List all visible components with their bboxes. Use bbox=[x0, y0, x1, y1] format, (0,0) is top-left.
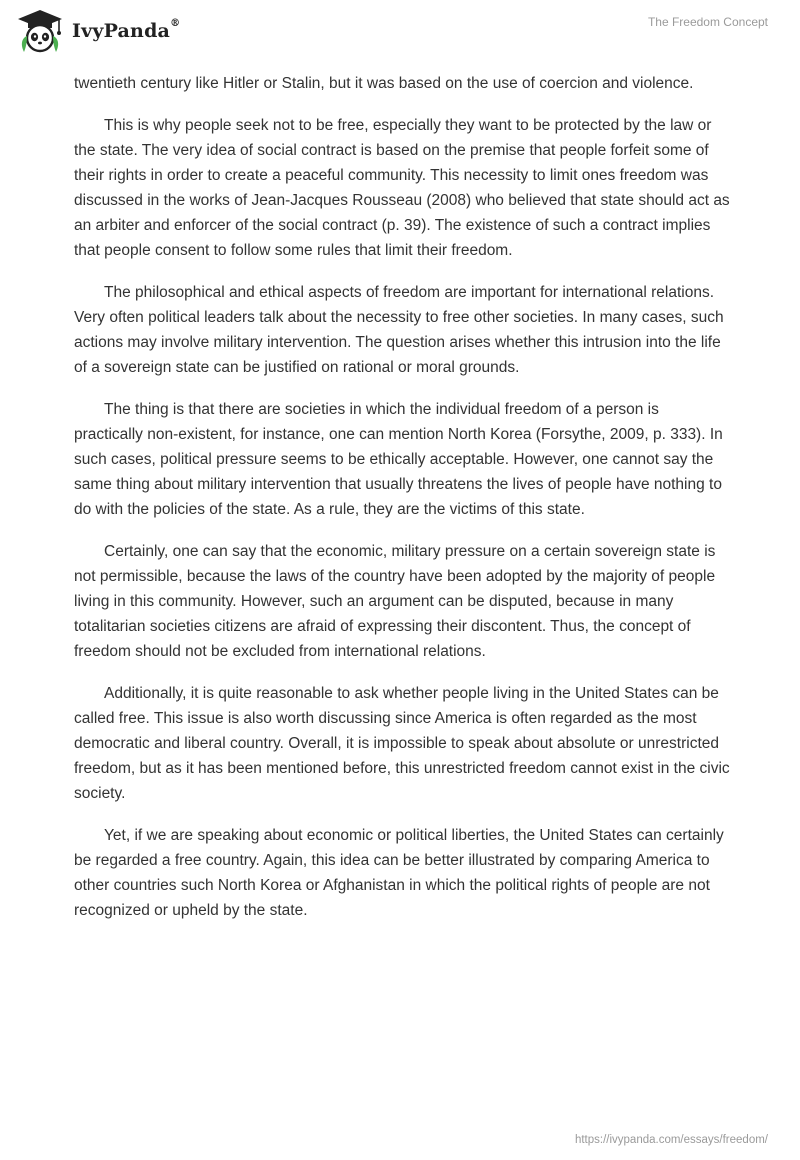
paragraph-continued: twentieth century like Hitler or Stalin, but it was based on the use of coercion and violence. bbox=[74, 75, 694, 92]
document-title: The Freedom Concept bbox=[647, 15, 768, 29]
paragraph: Yet, if we are speaking about economic or political liberties, the United States can certainly be regarded a free country. Again, this idea can be better illustrated by comparing America to other countries such North Korea or Afghanistan in which the political rights of people are not recognized or upheld by the state. bbox=[74, 827, 724, 919]
registered-mark: ® bbox=[170, 18, 181, 29]
panda-logo-icon bbox=[14, 8, 66, 54]
brand-name: IvyPanda® bbox=[72, 18, 181, 42]
essay-body bbox=[74, 71, 730, 940]
source-url-link[interactable]: https://ivypanda.com/essays/freedom/ bbox=[574, 1134, 768, 1146]
paragraph: Certainly, one can say that the economic, military pressure on a certain sovereign state is not permissible, because the laws of the country have been adopted by the majority of people living in this community. However, such an argument can be disputed, because in many totalitarian societies citizens are afraid of expressing their discontent. Thus, the concept of freedom should not be excluded from international relations. bbox=[74, 543, 716, 660]
paragraph: This is why people seek not to be free, especially they want to be protected by the law or the state. The very idea of social contract is based on the premise that people forfeit some of their rights in order to create a peaceful community. This necessity to limit ones freedom was discussed in the works of Jean-Jacques Rousseau (2008) who believed that state should act as an arbiter and enforcer of the social contract (p. 39). The existence of such a contract implies that people consent to follow some rules that limit their freedom. bbox=[74, 117, 730, 259]
paragraph: The thing is that there are societies in which the individual freedom of a person is practically non-existent, for instance, one can mention North Korea (Forsythe, 2009, p. 333). In such cases, political pressure seems to be ethically acceptable. However, one cannot say the same thing about military intervention that usually threatens the lives of people have nothing to do with the policies of the state. As a rule, they are the victims of this state. bbox=[74, 401, 723, 518]
paragraph: Additionally, it is quite reasonable to ask whether people living in the United States can be called free. This issue is also worth discussing since America is often regarded as the most democratic and liberal country. Overall, it is impossible to speak about absolute or unrestricted freedom, but as it has been mentioned before, this unrestricted freedom cannot exist in the civic society. bbox=[74, 685, 730, 802]
paragraph: The philosophical and ethical aspects of freedom are important for international relations. Very often political leaders talk about the necessity to free other societies. In many cases, such actions may involve military intervention. The question arises whether this intrusion into the life of a sovereign state can be justified on rational or moral grounds. bbox=[74, 284, 724, 376]
brand-logo[interactable] bbox=[14, 8, 180, 54]
page-header bbox=[0, 0, 800, 64]
